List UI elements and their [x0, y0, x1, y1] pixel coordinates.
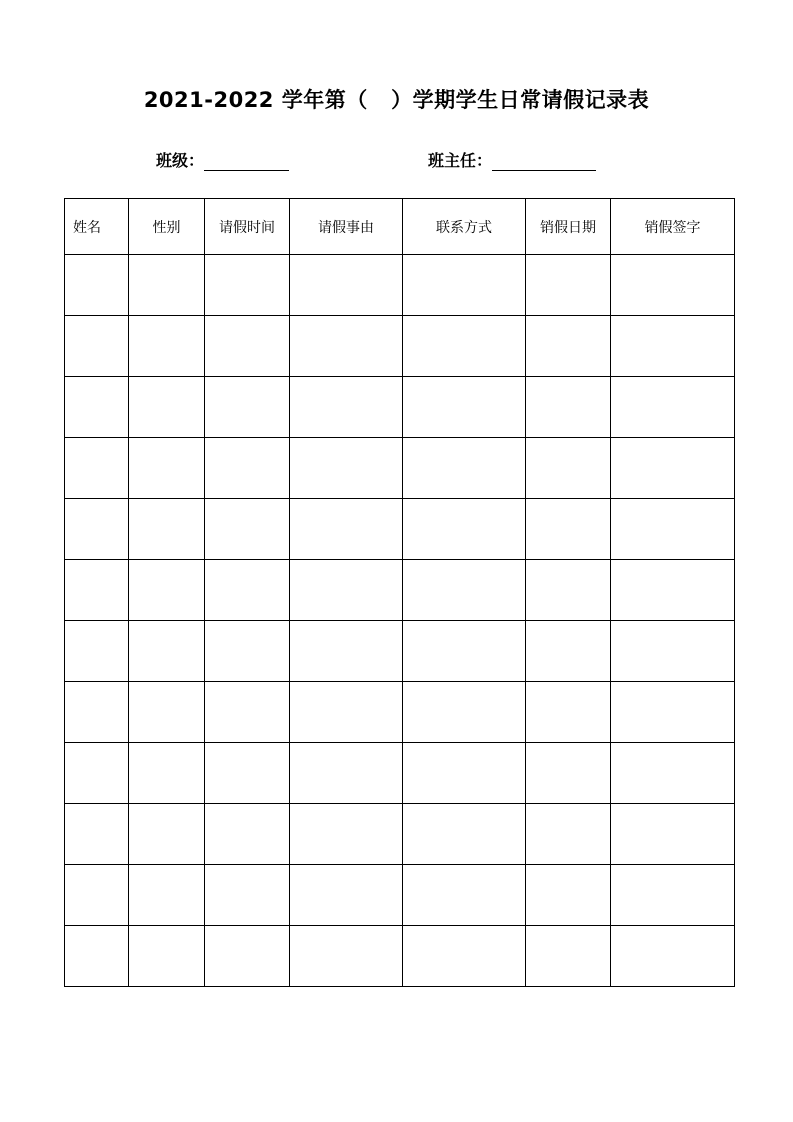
table-cell[interactable] [290, 316, 403, 377]
header-leave-reason: 请假事由 [290, 199, 403, 255]
table-cell[interactable] [611, 926, 735, 987]
table-cell[interactable] [129, 316, 205, 377]
table-cell[interactable] [65, 377, 129, 438]
table-cell[interactable] [611, 255, 735, 316]
table-cell[interactable] [290, 682, 403, 743]
table-cell[interactable] [526, 804, 611, 865]
table-cell[interactable] [290, 804, 403, 865]
table-cell[interactable] [205, 560, 290, 621]
table-cell[interactable] [129, 560, 205, 621]
table-cell[interactable] [611, 438, 735, 499]
table-cell[interactable] [611, 682, 735, 743]
header-return-date: 销假日期 [526, 199, 611, 255]
table-cell[interactable] [65, 316, 129, 377]
table-cell[interactable] [290, 926, 403, 987]
table-cell[interactable] [65, 743, 129, 804]
table-cell[interactable] [526, 377, 611, 438]
table-cell[interactable] [290, 377, 403, 438]
table-cell[interactable] [526, 621, 611, 682]
header-name: 姓名 [65, 199, 129, 255]
table-cell[interactable] [403, 804, 526, 865]
table-row [65, 865, 735, 926]
page-title: 2021-2022 学年第（ ）学期学生日常请假记录表 [143, 88, 650, 112]
class-blank-line[interactable] [204, 152, 289, 171]
table-cell[interactable] [205, 743, 290, 804]
table-cell[interactable] [290, 743, 403, 804]
header-leave-time: 请假时间 [205, 199, 290, 255]
table-cell[interactable] [526, 316, 611, 377]
table-cell[interactable] [129, 499, 205, 560]
table-cell[interactable] [403, 377, 526, 438]
table-row [65, 377, 735, 438]
table-cell[interactable] [129, 682, 205, 743]
table-row [65, 438, 735, 499]
table-row [65, 926, 735, 987]
table-cell[interactable] [65, 682, 129, 743]
table-cell[interactable] [611, 743, 735, 804]
teacher-blank-line[interactable] [492, 152, 596, 171]
table-cell[interactable] [290, 621, 403, 682]
table-cell[interactable] [611, 316, 735, 377]
table-row [65, 743, 735, 804]
table-cell[interactable] [129, 377, 205, 438]
table-cell[interactable] [611, 560, 735, 621]
table-row [65, 499, 735, 560]
header-gender: 性别 [129, 199, 205, 255]
table-cell[interactable] [65, 560, 129, 621]
table-cell[interactable] [403, 621, 526, 682]
table-cell[interactable] [611, 377, 735, 438]
table-cell[interactable] [403, 743, 526, 804]
table-cell[interactable] [526, 682, 611, 743]
table-body [65, 255, 735, 987]
table-cell[interactable] [526, 743, 611, 804]
header-return-signature: 销假签字 [611, 199, 735, 255]
table-cell[interactable] [403, 255, 526, 316]
table-cell[interactable] [611, 865, 735, 926]
table-cell[interactable] [526, 438, 611, 499]
table-cell[interactable] [129, 438, 205, 499]
table-cell[interactable] [65, 865, 129, 926]
table-cell[interactable] [205, 438, 290, 499]
table-cell[interactable] [611, 804, 735, 865]
table-cell[interactable] [205, 804, 290, 865]
table-cell[interactable] [403, 560, 526, 621]
table-cell[interactable] [290, 255, 403, 316]
table-cell[interactable] [65, 926, 129, 987]
table-cell[interactable] [205, 377, 290, 438]
table-cell[interactable] [526, 499, 611, 560]
table-cell[interactable] [403, 865, 526, 926]
leave-record-table [64, 198, 735, 987]
table-cell[interactable] [65, 804, 129, 865]
table-cell[interactable] [129, 926, 205, 987]
table-cell[interactable] [65, 621, 129, 682]
teacher-field [428, 148, 596, 171]
table-row [65, 560, 735, 621]
table-cell[interactable] [526, 865, 611, 926]
table-cell[interactable] [129, 804, 205, 865]
table-cell[interactable] [129, 743, 205, 804]
table-cell[interactable] [403, 682, 526, 743]
table-cell[interactable] [205, 865, 290, 926]
table-cell[interactable] [129, 865, 205, 926]
table-cell[interactable] [65, 255, 129, 316]
table-cell[interactable] [526, 926, 611, 987]
table-cell[interactable] [611, 499, 735, 560]
header-contact: 联系方式 [403, 199, 526, 255]
table-cell[interactable] [205, 499, 290, 560]
table-cell[interactable] [403, 438, 526, 499]
table-cell[interactable] [526, 560, 611, 621]
table-row [65, 682, 735, 743]
table-cell[interactable] [205, 316, 290, 377]
teacher-label: 班主任： [428, 151, 493, 170]
table-cell[interactable] [129, 255, 205, 316]
table-cell[interactable] [205, 926, 290, 987]
table-cell[interactable] [290, 438, 403, 499]
table-row [65, 255, 735, 316]
table-cell[interactable] [290, 499, 403, 560]
class-field [156, 148, 289, 171]
table-cell[interactable] [403, 926, 526, 987]
table-cell[interactable] [65, 438, 129, 499]
table-cell[interactable] [611, 621, 735, 682]
table-cell[interactable] [290, 560, 403, 621]
table-cell[interactable] [205, 255, 290, 316]
table-row [65, 316, 735, 377]
table-cell[interactable] [526, 255, 611, 316]
table-header-row [65, 199, 735, 255]
table-cell[interactable] [205, 621, 290, 682]
table-cell[interactable] [403, 316, 526, 377]
table-cell[interactable] [205, 682, 290, 743]
table-row [65, 621, 735, 682]
table-cell[interactable] [403, 499, 526, 560]
table-cell[interactable] [290, 865, 403, 926]
table-row [65, 804, 735, 865]
table-cell[interactable] [129, 621, 205, 682]
table-cell[interactable] [65, 499, 129, 560]
class-label: 班级： [156, 151, 205, 170]
